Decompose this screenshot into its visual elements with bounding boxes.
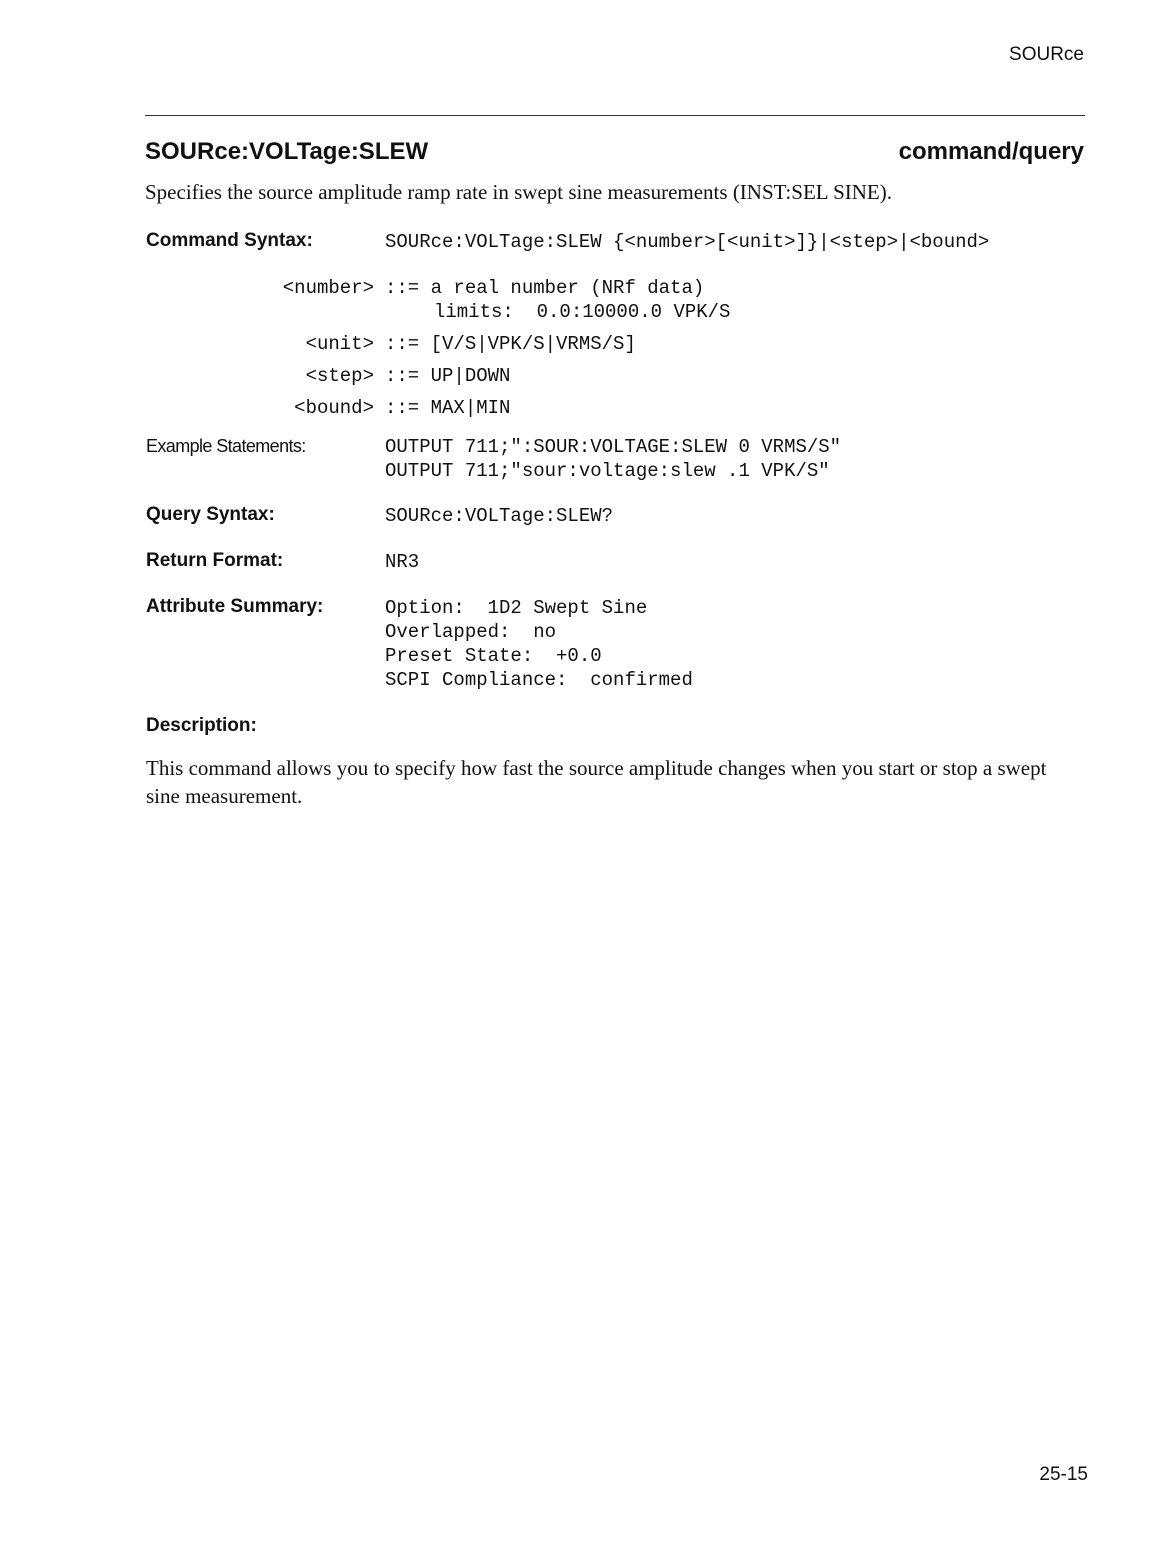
command-syntax-label: Command Syntax: — [146, 230, 313, 251]
command-intro: Specifies the source amplitude ramp rate in swept sine measurements (INST:SEL SINE). — [145, 180, 892, 204]
query-syntax-label: Query Syntax: — [146, 504, 275, 525]
def-name-step: <step> — [305, 365, 374, 387]
command-title: SOURce:VOLTage:SLEW — [145, 138, 429, 165]
attribute-preset-state: Preset State: +0.0 — [385, 645, 602, 667]
attribute-option: Option: 1D2 Swept Sine — [385, 597, 648, 619]
def-value-step: ::= UP|DOWN — [385, 365, 511, 387]
def-name-bound: <bound> — [294, 397, 374, 419]
page-number: 25-15 — [1039, 1464, 1088, 1485]
example-line-1: OUTPUT 711;":SOUR:VOLTAGE:SLEW 0 VRMS/S" — [385, 436, 842, 458]
running-head: SOURce — [1009, 44, 1084, 65]
attribute-scpi-compliance: SCPI Compliance: confirmed — [385, 669, 693, 691]
def-name-unit: <unit> — [305, 333, 374, 355]
def-value-bound: ::= MAX|MIN — [385, 397, 511, 419]
example-line-2: OUTPUT 711;"sour:voltage:slew .1 VPK/S" — [385, 460, 830, 482]
attribute-summary-label: Attribute Summary: — [146, 596, 324, 617]
example-statements-label: Example Statements: — [146, 436, 306, 456]
def-name-number: <number> — [282, 277, 374, 299]
command-syntax-value: SOURce:VOLTage:SLEW {<number>[<unit>]}|<step>|<bound> — [385, 231, 990, 253]
query-syntax-value: SOURce:VOLTage:SLEW? — [385, 505, 614, 527]
def-value-number: ::= a real number (NRf data) — [385, 277, 705, 299]
return-format-label: Return Format: — [146, 550, 284, 571]
description-text: This command allows you to specify how fast the source amplitude changes when you start or stop a swept sine measurement. — [146, 756, 1047, 808]
header-rule — [145, 115, 1085, 116]
command-type: command/query — [898, 138, 1084, 165]
description-label: Description: — [146, 715, 257, 736]
attribute-overlapped: Overlapped: no — [385, 621, 557, 643]
return-format-value: NR3 — [385, 551, 420, 573]
def-value-limits: limits: 0.0:10000.0 VPK/S — [434, 301, 731, 323]
def-value-unit: ::= [V/S|VPK/S|VRMS/S] — [385, 333, 636, 355]
